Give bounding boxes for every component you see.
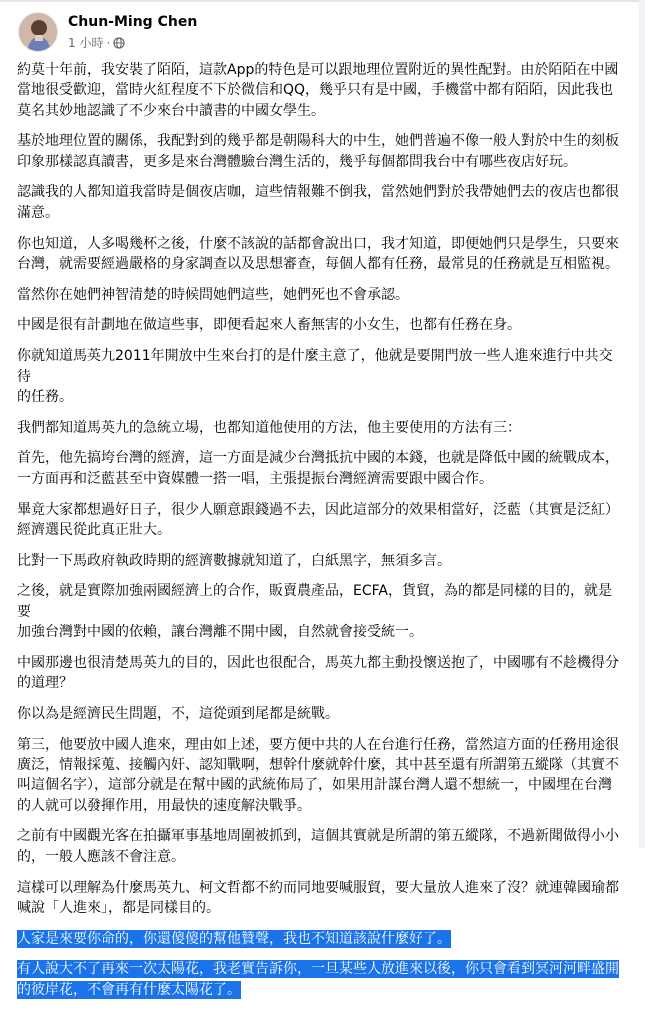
author-name[interactable]: Chun-Ming Chen (68, 14, 198, 30)
post-meta (68, 34, 125, 51)
post-timestamp[interactable]: 1 小時 (68, 36, 104, 50)
post-paragraph: 首先，他先搞垮台灣的經濟，這一方面是減少台灣抵抗中國的本錢，也就是降低中國的統戰成本， 一方面再和泛藍甚至中資媒體一搭一唱，主張提振台灣經濟需要跟中國合作。 (17, 450, 619, 487)
post-paragraph: 我們都知道馬英九的急統立場，也都知道他使用的方法，他主要使用的方法有三： (17, 419, 521, 436)
post-paragraph: 畢竟大家都想過好日子，很少人願意跟錢過不去，因此這部分的效果相當好，泛藍（其實是泛紅） 經濟選民從此真正壯大。 (17, 501, 619, 538)
selected-text[interactable]: 有人說大不了再來一次太陽花，我老實告訴你，一旦某些人放進來以後，你只會看到冥河河畔盛開 的彼岸花，不會再有什麼太陽花了。 (17, 961, 619, 998)
meta-separator: · (106, 35, 111, 50)
post-paragraph: 中國那邊也很清楚馬英九的目的，因此也很配合，馬英九都主動投懷送抱了，中國哪有不趁機得分 的道理？ (17, 654, 619, 692)
avatar[interactable] (18, 12, 58, 52)
post-paragraph: 之後，就是實際加強兩國經濟上的合作，販賣農產品，ECFA，貨貿，為的都是同樣的目的，就是要 加強台灣對中國的依賴，讓台灣離不開中國，自然就會接受統一。 (17, 583, 612, 641)
globe-icon[interactable] (113, 37, 125, 49)
selected-paragraph[interactable] (17, 929, 625, 949)
post-paragraph: 比對一下馬政府執政時期的經濟數據就知道了，白紙黑字，無須多言。 (17, 552, 451, 569)
post-paragraph: 中國是很有計劃地在做這些事，即便看起來人畜無害的小女生，也都有任務在身。 (17, 317, 521, 334)
post-paragraph: 你以為是經濟民生問題，不，這從頭到尾都是統戰。 (17, 705, 339, 722)
post-paragraph: 認識我的人都知道我當時是個夜店咖，這些情報難不倒我，當然她們對於我帶她們去的夜店也都很 滿意。 (17, 184, 619, 221)
post-paragraph: 基於地理位置的關係，我配對到的幾乎都是朝陽科大的中生，她們普遍不像一般人對於中生的刻板 印象那樣認真讀書，更多是來台灣體驗台灣生活的，幾乎每個都問我台中有哪些夜店好玩。 (17, 133, 619, 170)
avatar-image (19, 13, 58, 52)
scrollbar-track[interactable] (639, 0, 645, 848)
post-paragraph: 你就知道馬英九2011年開放中生來台打的是什麼主意了，他就是要開門放一些人進來進行中共交待 的任務。 (17, 348, 613, 405)
post-paragraph: 約莫十年前，我安裝了陌陌，這款App的特色是可以跟地理位置附近的異性配對。由於陌陌在中國 當地很受歡迎，當時火紅程度不下於微信和QQ，幾乎只有是中國，手機當中都有陌陌，因此我也 莫名其妙地認識了不少來台中讀書的中國女學生。 (17, 62, 619, 119)
selected-text[interactable]: 人家是來要你命的，你還傻傻的幫他贊聲，我也不知道該說什麼好了。 (17, 930, 451, 947)
post-paragraph: 之前有中國觀光客在拍攝軍事基地周圍被抓到，這個其實就是所謂的第五縱隊，不過新聞做得小小 的，一般人應該不會注意。 (17, 828, 619, 865)
post-paragraph: 這樣可以理解為什麼馬英九、柯文哲都不約而同地要喊服貿，要大量放人進來了沒？就連韓國瑜都 喊說「人進來」，都是同樣目的。 (17, 879, 619, 916)
post-paragraph: 當然你在她們神智清楚的時候問她們這些，她們死也不會承認。 (17, 286, 409, 303)
divider (0, 0, 645, 2)
post-header (18, 12, 618, 56)
post-body (17, 60, 625, 1010)
post-paragraph: 你也知道，人多喝幾杯之後，什麼不該說的話都會說出口，我才知道，即便她們只是學生，只要來 台灣，就需要經過嚴格的身家調查以及思想審查，每個人都有任務，最常見的任務就是互相監視。 (17, 235, 619, 272)
selected-paragraph[interactable] (17, 959, 625, 1000)
post-paragraph: 第三，他要放中國人進來，理由如上述，要方便中共的人在台進行任務，當然這方面的任務用途很 廣泛，情報採蒐、接觸內奸、認知戰啊，想幹什麼就幹什麼，其中甚至還有所謂第五縱隊（其實不 叫這個名字），這部分就是在幫中國的武統佈局了，如果用計謀台灣人還不想統一，中國埋在台灣 的人就可以發揮作用，用最快的速度解決戰爭。 (17, 736, 619, 814)
